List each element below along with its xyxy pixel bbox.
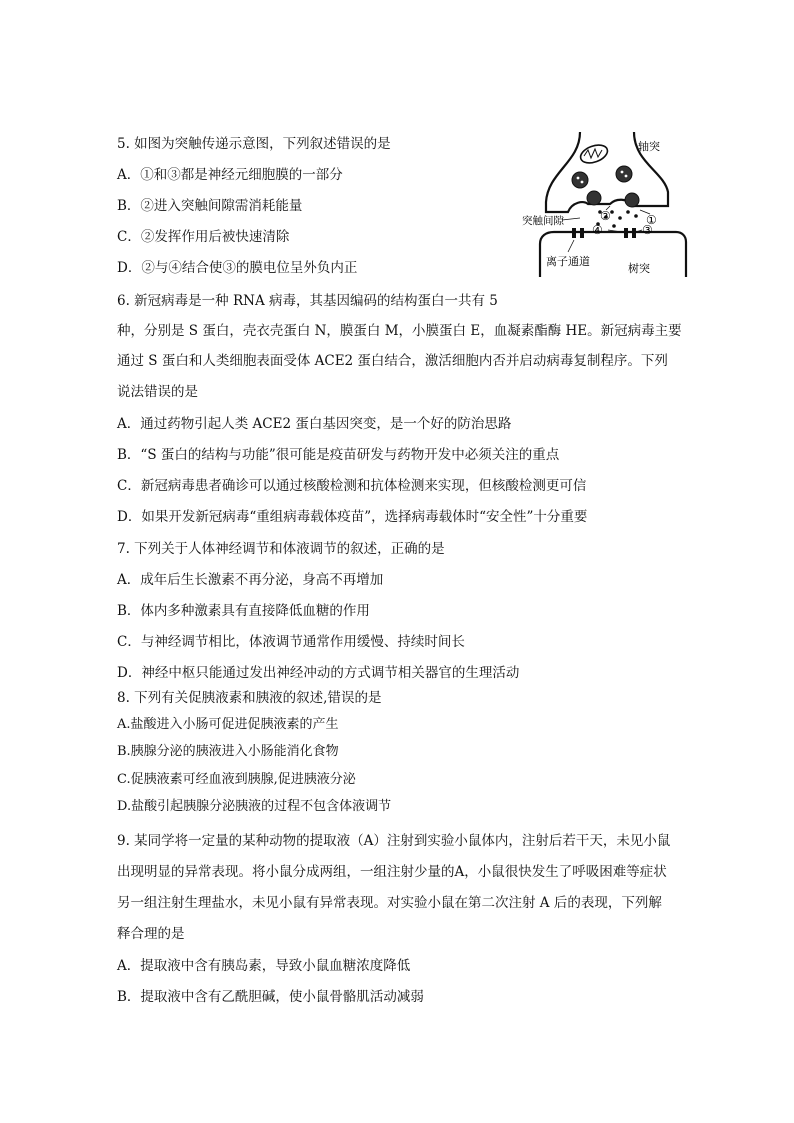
synapse-diagram — [522, 132, 688, 277]
q5-option-c: C．②发挥作用后被快速清除 — [117, 229, 290, 245]
q9-stem-line3: 另一组注射生理盐水，未见小鼠有异常表现。对实验小鼠在第二次注射 A 后的表现，下列解 — [117, 895, 662, 911]
q6-option-c: C．新冠病毒患者确诊可以通过核酸检测和抗体检测来实现，但核酸检测更可信 — [117, 478, 587, 494]
q8-option-b: B.胰腺分泌的胰液进入小肠能消化食物 — [117, 744, 339, 759]
q7-option-d: D．神经中枢只能通过发出神经冲动的方式调节相关器官的生理活动 — [117, 665, 520, 681]
vesicle — [616, 166, 632, 182]
q5-stem: 5. 如图为突触传递示意图，下列叙述错误的是 — [117, 136, 391, 152]
q6-stem-line1: 6. 新冠病毒是一种 RNA 病毒，其基因编码的结构蛋白一共有 5 — [117, 293, 498, 309]
ion-channel — [580, 228, 584, 238]
label-2: ② — [600, 209, 611, 223]
q9-stem-line4: 释合理的是 — [117, 926, 185, 942]
q8-option-d: D.盐酸引起胰腺分泌胰液的过程不包含体液调节 — [117, 799, 392, 814]
q6-option-a: A．通过药物引起人类 ACE2 蛋白基因突变，是一个好的防治思路 — [117, 416, 512, 432]
q7-stem: 7. 下列关于人体神经调节和体液调节的叙述，正确的是 — [117, 541, 445, 557]
q6-option-d: D．如果开发新冠病毒“重组病毒载体疫苗”，选择病毒载体时“安全性”十分重要 — [117, 509, 588, 525]
q5-option-a: A．①和③都是神经元细胞膜的一部分 — [117, 167, 343, 183]
q8-stem: 8. 下列有关促胰液素和胰液的叙述,错误的是 — [117, 690, 382, 706]
vesicle — [587, 191, 601, 205]
q9-stem-line1: 9. 某同学将一定量的某种动物的提取液（A）注射到实验小鼠体内，注射后若干天，未见小鼠 — [117, 833, 671, 849]
receptor — [624, 228, 628, 238]
q6-stem-line4: 说法错误的是 — [117, 384, 198, 400]
q5-option-b: B．②进入突触间隙需消耗能量 — [117, 198, 303, 214]
q7-option-a: A．成年后生长激素不再分泌，身高不再增加 — [117, 572, 384, 588]
label-1: ① — [646, 213, 657, 227]
vesicle — [572, 172, 588, 188]
q9-stem-line2: 出现明显的异常表现。将小鼠分成两组，一组注射少量的A，小鼠很快发生了呼吸困难等症状 — [117, 864, 667, 880]
q8-option-c: C.促胰液素可经血液到胰腺,促进胰液分泌 — [117, 772, 356, 787]
q9-option-b: B．提取液中含有乙酰胆碱，使小鼠骨骼肌活动减弱 — [117, 989, 424, 1005]
q8-option-a: A.盐酸进入小肠可促进促胰液素的产生 — [117, 717, 339, 732]
mitochondrion — [578, 142, 610, 167]
q5-option-d: D．②与④结合使③的膜电位呈外负内正 — [117, 260, 358, 276]
q6-option-b: B．“S 蛋白的结构与功能”很可能是疫苗研发与药物开发中必须关注的重点 — [117, 447, 560, 463]
label-dendrite: 树突 — [628, 262, 650, 275]
q7-option-c: C．与神经调节相比，体液调节通常作用缓慢、持续时间长 — [117, 634, 465, 650]
q6-stem-line3: 通过 S 蛋白和人类细胞表面受体 ACE2 蛋白结合，激活细胞内否并启动病毒复制程序。下列 — [117, 353, 668, 369]
q9-option-a: A．提取液中含有胰岛素，导致小鼠血糖浓度降低 — [117, 958, 411, 974]
vesicle — [625, 193, 639, 207]
q7-option-b: B．体内多种激素具有直接降低血糖的作用 — [117, 603, 370, 619]
ion-channel — [572, 228, 576, 238]
label-4: ④ — [592, 223, 603, 237]
label-ion-channel: 离子通道 — [546, 255, 590, 268]
q6-stem-line2: 种，分别是 S 蛋白，壳衣壳蛋白 N，膜蛋白 M，小膜蛋白 E，血凝素酯酶 HE。新冠病毒主要 — [117, 323, 682, 339]
label-synaptic-cleft: 突触间隙 — [522, 215, 564, 227]
label-axon: 轴突 — [638, 140, 660, 153]
receptor — [632, 228, 636, 238]
label-3: ③ — [642, 223, 653, 237]
